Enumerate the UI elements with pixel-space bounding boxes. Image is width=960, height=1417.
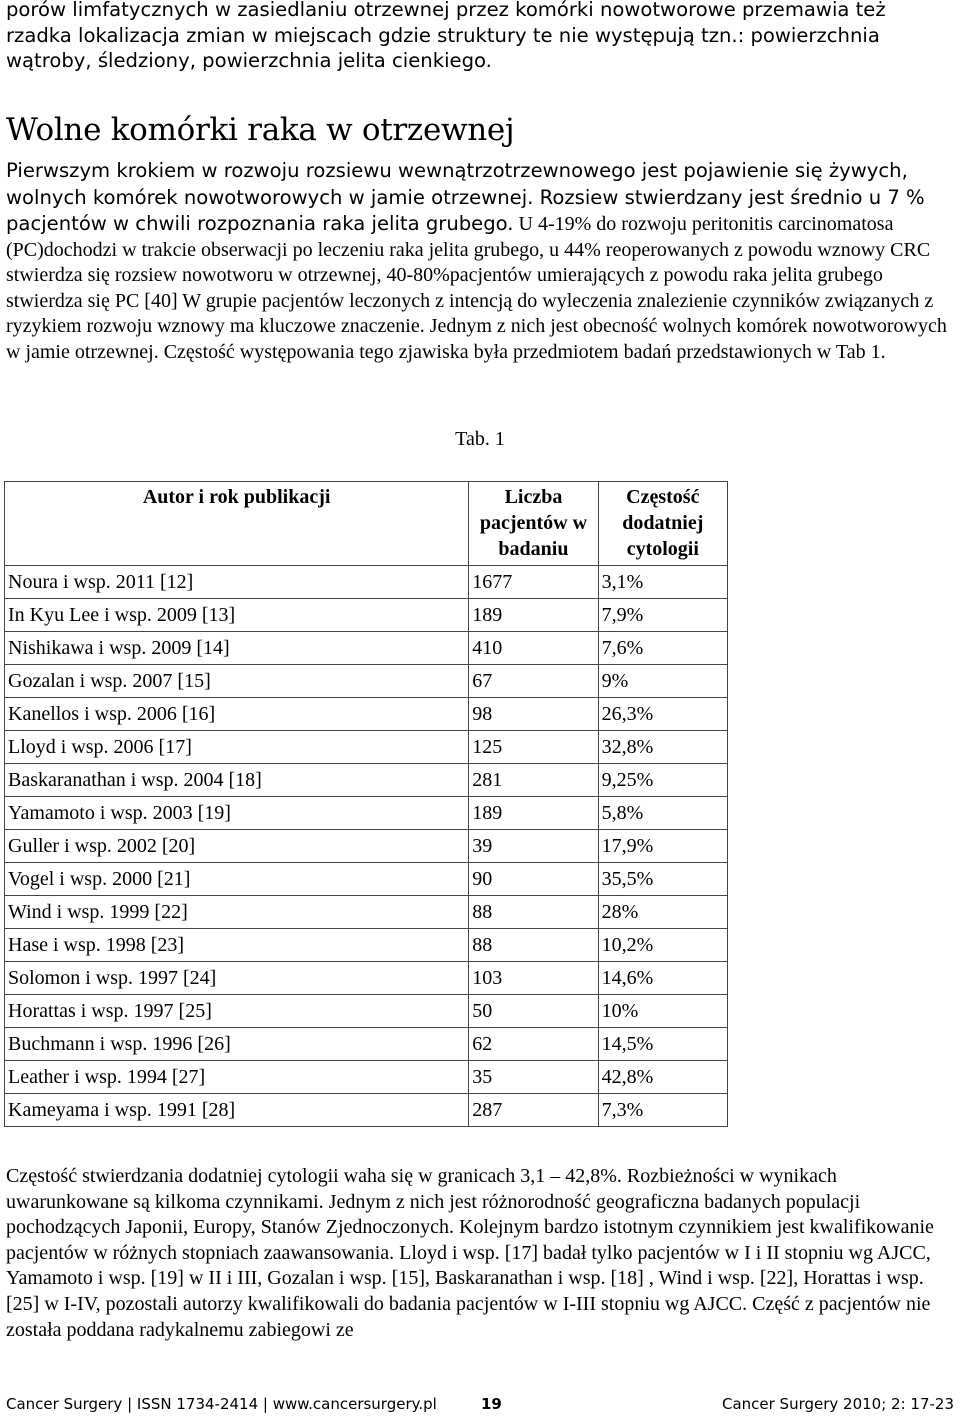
cell-rate: 7,3% — [598, 1094, 727, 1127]
header-author: Autor i rok publikacji — [5, 482, 469, 566]
cell-rate: 9% — [598, 665, 727, 698]
cell-count: 50 — [469, 995, 598, 1028]
cell-count: 88 — [469, 896, 598, 929]
cell-author: In Kyu Lee i wsp. 2009 [13] — [5, 599, 469, 632]
table-row — [5, 962, 728, 995]
table-row — [5, 863, 728, 896]
intro-paragraph: porów limfatycznych w zasiedlaniu otrzewnej przez komórki nowotworowe przemawia też rzadka lokalizacja zmian w miejscach gdzie struktury te nie występują tzn.: powierzchnia wątroby, śledziony, powierzchnia jelita cienkiego. — [6, 0, 886, 72]
section-paragraph-sans-part: Pierwszym krokiem w rozwoju rozsiewu wewnątrzotrzewnowego jest pojawienie się żywych, wolnych komórek nowotworowych w jamie otrzewnej. Rozsiew stwierdzany jest średnio u 7 % pacjentów w chwili rozpoznania raka jelita grubego. — [6, 159, 925, 235]
cell-author: Yamamoto i wsp. 2003 [19] — [5, 797, 469, 830]
cell-rate: 14,5% — [598, 1028, 727, 1061]
cell-count: 98 — [469, 698, 598, 731]
cell-author: Noura i wsp. 2011 [12] — [5, 566, 469, 599]
page-footer — [6, 1395, 954, 1417]
cell-author: Gozalan i wsp. 2007 [15] — [5, 665, 469, 698]
table-row — [5, 764, 728, 797]
cell-author: Solomon i wsp. 1997 [24] — [5, 962, 469, 995]
cell-rate: 10,2% — [598, 929, 727, 962]
table-row — [5, 830, 728, 863]
data-table — [4, 481, 728, 1127]
table-row — [5, 929, 728, 962]
cell-count: 281 — [469, 764, 598, 797]
footer-journal-info: Cancer Surgery | ISSN 1734-2414 | www.cancersurgery.pl — [6, 1395, 437, 1413]
cell-count: 35 — [469, 1061, 598, 1094]
cell-rate: 3,1% — [598, 566, 727, 599]
cell-count: 103 — [469, 962, 598, 995]
cell-author: Lloyd i wsp. 2006 [17] — [5, 731, 469, 764]
table-row — [5, 995, 728, 1028]
cell-rate: 7,9% — [598, 599, 727, 632]
cell-author: Kameyama i wsp. 1991 [28] — [5, 1094, 469, 1127]
cell-author: Nishikawa i wsp. 2009 [14] — [5, 632, 469, 665]
cell-rate: 28% — [598, 896, 727, 929]
conclusion-paragraph: Częstość stwierdzania dodatniej cytologii waha się w granicach 3,1 – 42,8%. Rozbieżności w wynikach uwarunkowane są kilkoma czynnikami. Jednym z nich jest różnorodność geograficzna badanych populacji pochodzących Japonii, Europy, Stanów Zjednoczonych. Kolejnym bardzo istotnym czynnikiem jest kwalifikowanie pacjentów w różnych stopniach zaawansowania. Lloyd i wsp. [17] badał tylko pacjentów w I i II stopniu wg AJCC, Yamamoto i wsp. [19] w II i III, Gozalan i wsp. [15], Baskaranathan i wsp. [18] , Wind i wsp. [22], Horattas i wsp. [25] w I-IV, pozostali autorzy kwalifikowali do badania pacjentów w I-III stopniu wg AJCC. Część z pacjentów nie została poddana radykalnemu zabiegowi ze — [6, 1165, 934, 1341]
table-caption: Tab. 1 — [455, 428, 505, 450]
cell-rate: 14,6% — [598, 962, 727, 995]
header-patient-count: Liczba pacjentów w badaniu — [469, 482, 598, 566]
table-row — [5, 665, 728, 698]
cell-rate: 17,9% — [598, 830, 727, 863]
table-row — [5, 1061, 728, 1094]
header-positive-cytology: Częstość dodatniej cytologii — [598, 482, 727, 566]
cell-rate: 10% — [598, 995, 727, 1028]
cell-rate: 7,6% — [598, 632, 727, 665]
cell-author: Vogel i wsp. 2000 [21] — [5, 863, 469, 896]
cell-count: 67 — [469, 665, 598, 698]
cell-count: 189 — [469, 797, 598, 830]
table-row — [5, 896, 728, 929]
cell-author: Horattas i wsp. 1997 [25] — [5, 995, 469, 1028]
cell-rate: 5,8% — [598, 797, 727, 830]
cell-author: Wind i wsp. 1999 [22] — [5, 896, 469, 929]
cell-count: 90 — [469, 863, 598, 896]
footer-page-number: 19 — [481, 1395, 502, 1413]
cell-author: Kanellos i wsp. 2006 [16] — [5, 698, 469, 731]
table-row — [5, 731, 728, 764]
cell-rate: 35,5% — [598, 863, 727, 896]
cell-count: 410 — [469, 632, 598, 665]
cell-author: Leather i wsp. 1994 [27] — [5, 1061, 469, 1094]
table-row — [5, 566, 728, 599]
section-heading: Wolne komórki raka w otrzewnej — [6, 112, 515, 148]
cell-count: 287 — [469, 1094, 598, 1127]
cell-count: 1677 — [469, 566, 598, 599]
cell-rate: 32,8% — [598, 731, 727, 764]
cell-count: 62 — [469, 1028, 598, 1061]
cell-count: 88 — [469, 929, 598, 962]
cell-count: 189 — [469, 599, 598, 632]
table-row — [5, 599, 728, 632]
table-row — [5, 797, 728, 830]
table-row — [5, 1028, 728, 1061]
cell-count: 39 — [469, 830, 598, 863]
cell-count: 125 — [469, 731, 598, 764]
cell-rate: 9,25% — [598, 764, 727, 797]
cell-rate: 42,8% — [598, 1061, 727, 1094]
cell-author: Hase i wsp. 1998 [23] — [5, 929, 469, 962]
cell-rate: 26,3% — [598, 698, 727, 731]
cell-author: Buchmann i wsp. 1996 [26] — [5, 1028, 469, 1061]
section-paragraph-serif-part: U 4-19% do rozwoju peritonitis carcinomatosa (PC)dochodzi w trakcie obserwacji po leczeniu raka jelita grubego, u 44% reoperowanych z powodu wznowy CRC stwierdza się rozsiew nowotworu w otrzewnej, 40-80%pacjentów umierających z powodu raka jelita grubego stwierdza się PC [40] W grupie pacjentów leczonych z intencją do wyleczenia znalezienie czynników związanych z ryzykiem rozwoju wznowy ma kluczowe znaczenie. Jednym z nich jest obecność wolnych komórek nowotworowych w jamie otrzewnej. Częstość występowania tego zjawiska była przedmiotem badań przedstawionych w Tab 1. — [6, 213, 947, 363]
table-row — [5, 1094, 728, 1127]
section-paragraph — [6, 158, 950, 365]
table-row — [5, 698, 728, 731]
table-row — [5, 632, 728, 665]
cell-author: Baskaranathan i wsp. 2004 [18] — [5, 764, 469, 797]
footer-citation: Cancer Surgery 2010; 2: 17-23 — [721, 1395, 954, 1413]
table-header-row — [5, 482, 728, 566]
cell-author: Guller i wsp. 2002 [20] — [5, 830, 469, 863]
